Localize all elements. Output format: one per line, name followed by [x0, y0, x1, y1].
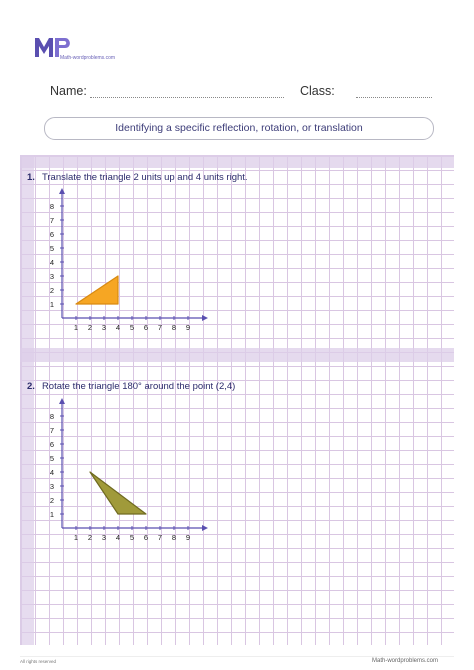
x-tick-label: 8 — [171, 533, 177, 542]
y-tick-label: 2 — [49, 286, 54, 295]
x-tick-label: 8 — [171, 323, 177, 332]
y-tick-label: 2 — [49, 496, 54, 505]
question-1-number: 1. — [27, 172, 35, 183]
x-tick-label: 3 — [101, 533, 107, 542]
y-axis-arrow-icon — [59, 188, 65, 194]
x-tick-label: 5 — [129, 533, 135, 542]
name-label: Name: — [50, 84, 87, 98]
footer-rule — [20, 656, 454, 657]
y-tick-label: 5 — [49, 244, 54, 253]
x-tick-label: 6 — [143, 323, 149, 332]
y-tick-label: 3 — [49, 482, 54, 491]
y-tick-label: 8 — [49, 202, 54, 211]
x-axis-arrow-icon — [202, 525, 208, 531]
question-2-text: Rotate the triangle 180° around the point (2,4) — [41, 381, 236, 392]
y-tick-label: 6 — [49, 440, 54, 449]
x-tick-label: 9 — [185, 533, 191, 542]
x-tick-label: 4 — [115, 323, 121, 332]
coordinate-plane-1 — [40, 185, 210, 345]
footer-site: Math-wordproblems.com — [372, 658, 439, 664]
x-tick-label: 7 — [157, 323, 163, 332]
name-class-row — [50, 84, 440, 102]
y-tick-label: 8 — [49, 412, 54, 421]
name-field[interactable] — [90, 97, 284, 98]
x-axis-arrow-icon — [202, 315, 208, 321]
top-band — [20, 155, 454, 168]
left-band — [20, 155, 34, 645]
y-axis-arrow-icon — [59, 398, 65, 404]
x-tick-label: 3 — [101, 323, 107, 332]
x-tick-label: 5 — [129, 323, 135, 332]
y-tick-label: 4 — [49, 468, 54, 477]
y-tick-label: 3 — [49, 272, 54, 281]
x-tick-label: 1 — [73, 323, 79, 332]
y-tick-label: 6 — [49, 230, 54, 239]
y-tick-label: 4 — [49, 258, 54, 267]
class-field[interactable] — [356, 97, 432, 98]
x-tick-label: 7 — [157, 533, 163, 542]
question-2 — [27, 381, 235, 392]
question-1-text: Translate the triangle 2 units up and 4 units right. — [41, 172, 248, 183]
x-tick-label: 2 — [87, 533, 93, 542]
y-tick-label: 7 — [49, 426, 54, 435]
x-tick-label: 6 — [143, 533, 149, 542]
question-2-number: 2. — [27, 381, 35, 392]
copyright-text: All rights reserved — [20, 659, 57, 664]
site-name: Math-wordproblems.com — [60, 55, 116, 61]
y-tick-label: 1 — [49, 300, 54, 309]
worksheet-title: Identifying a specific reflection, rotation, or translation — [44, 117, 434, 140]
coordinate-plane-2 — [40, 395, 210, 555]
x-tick-label: 2 — [87, 323, 93, 332]
y-tick-label: 1 — [49, 510, 54, 519]
triangle-shape — [90, 472, 146, 514]
triangle-shape — [76, 276, 118, 304]
y-tick-label: 5 — [49, 454, 54, 463]
class-label: Class: — [300, 84, 335, 98]
x-tick-label: 4 — [115, 533, 121, 542]
question-1 — [27, 172, 248, 183]
divider-band — [20, 348, 454, 362]
x-tick-label: 9 — [185, 323, 191, 332]
y-tick-label: 7 — [49, 216, 54, 225]
x-tick-label: 1 — [73, 533, 79, 542]
